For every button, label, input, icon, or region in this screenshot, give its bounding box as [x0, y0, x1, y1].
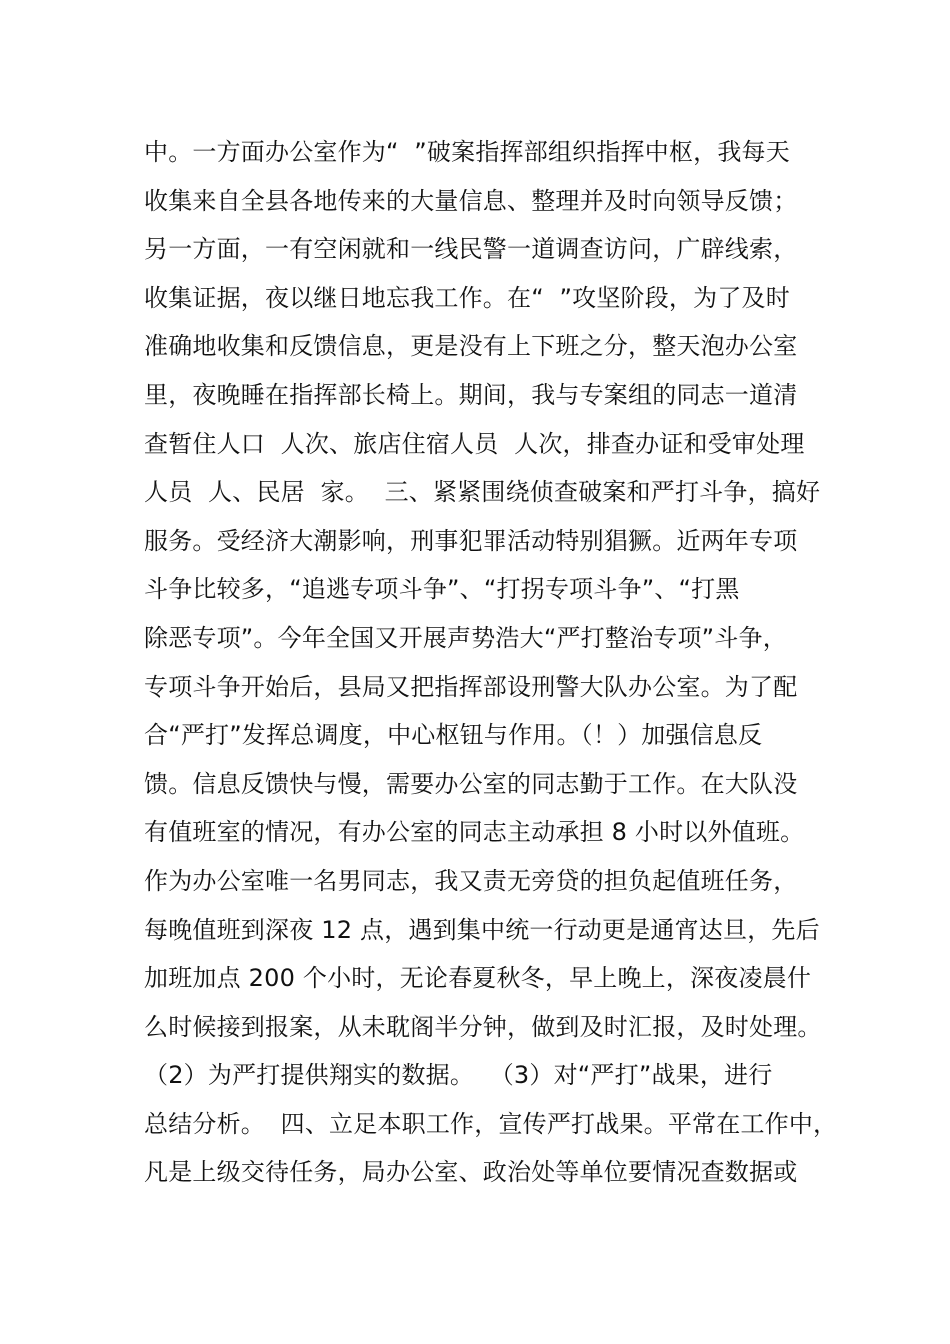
body-text — [144, 128, 838, 1197]
text-line: （2）为严打提供翔实的数据。 （3）对“严打”战果，进行 — [144, 1061, 773, 1090]
text-line: 准确地收集和反馈信息，更是没有上下班之分，整天泡办公室 — [144, 332, 798, 361]
text-line: 另一方面，一有空闲就和一线民警一道调查访问，广辟线索， — [144, 235, 798, 264]
text-line: 总结分析。 四、立足本职工作，宣传严打战果。平常在工作中， — [144, 1109, 838, 1138]
text-line: 里，夜晚睡在指挥部长椅上。期间，我与专案组的同志一道清 — [144, 380, 798, 409]
text-line: 合“严打”发挥总调度，中心枢钮与作用。（！）加强信息反 — [144, 721, 763, 750]
text-line: 有值班室的情况，有办公室的同志主动承担 8 小时以外值班。 — [144, 818, 805, 847]
text-line: 么时候接到报案，从未耽阁半分钟，做到及时汇报，及时处理。 — [144, 1012, 822, 1041]
text-line: 服务。受经济大潮影响，刑事犯罪活动特别猖獗。近两年专项 — [144, 526, 798, 555]
text-line: 馈。信息反馈快与慢，需要办公室的同志勤于工作。在大队没 — [144, 769, 798, 798]
text-line: 人员 人、民居 家。 三、紧紧围绕侦查破案和严打斗争，搞好 — [144, 478, 821, 507]
text-line: 作为办公室唯一名男同志，我又责无旁贷的担负起值班任务， — [144, 866, 798, 895]
text-line: 除恶专项”。今年全国又开展声势浩大“严打整治专项”斗争， — [144, 623, 787, 652]
text-line: 加班加点 200 个小时，无论春夏秋冬，早上晚上，深夜凌晨什 — [144, 964, 812, 993]
text-line: 凡是上级交待任务，局办公室、政治处等单位要情况查数据或 — [144, 1158, 798, 1187]
text-line: 每晚值班到深夜 12 点，遇到集中统一行动更是通宵达旦，先后 — [144, 915, 820, 944]
text-line: 查暂住人口 人次、旅店住宿人员 人次，排查办证和受审处理 — [144, 429, 805, 458]
text-line: 收集证据，夜以继日地忘我工作。在“ ”攻坚阶段，为了及时 — [144, 283, 790, 312]
text-line: 收集来自全县各地传来的大量信息、整理并及时向领导反馈； — [144, 186, 798, 215]
text-line: 专项斗争开始后，县局又把指挥部设刑警大队办公室。为了配 — [144, 672, 798, 701]
text-line: 中。一方面办公室作为“ ”破案指挥部组织指挥中枢，我每天 — [144, 138, 790, 166]
text-line: 斗争比较多，“追逃专项斗争”、“打拐专项斗争”、“打黑 — [144, 575, 740, 604]
